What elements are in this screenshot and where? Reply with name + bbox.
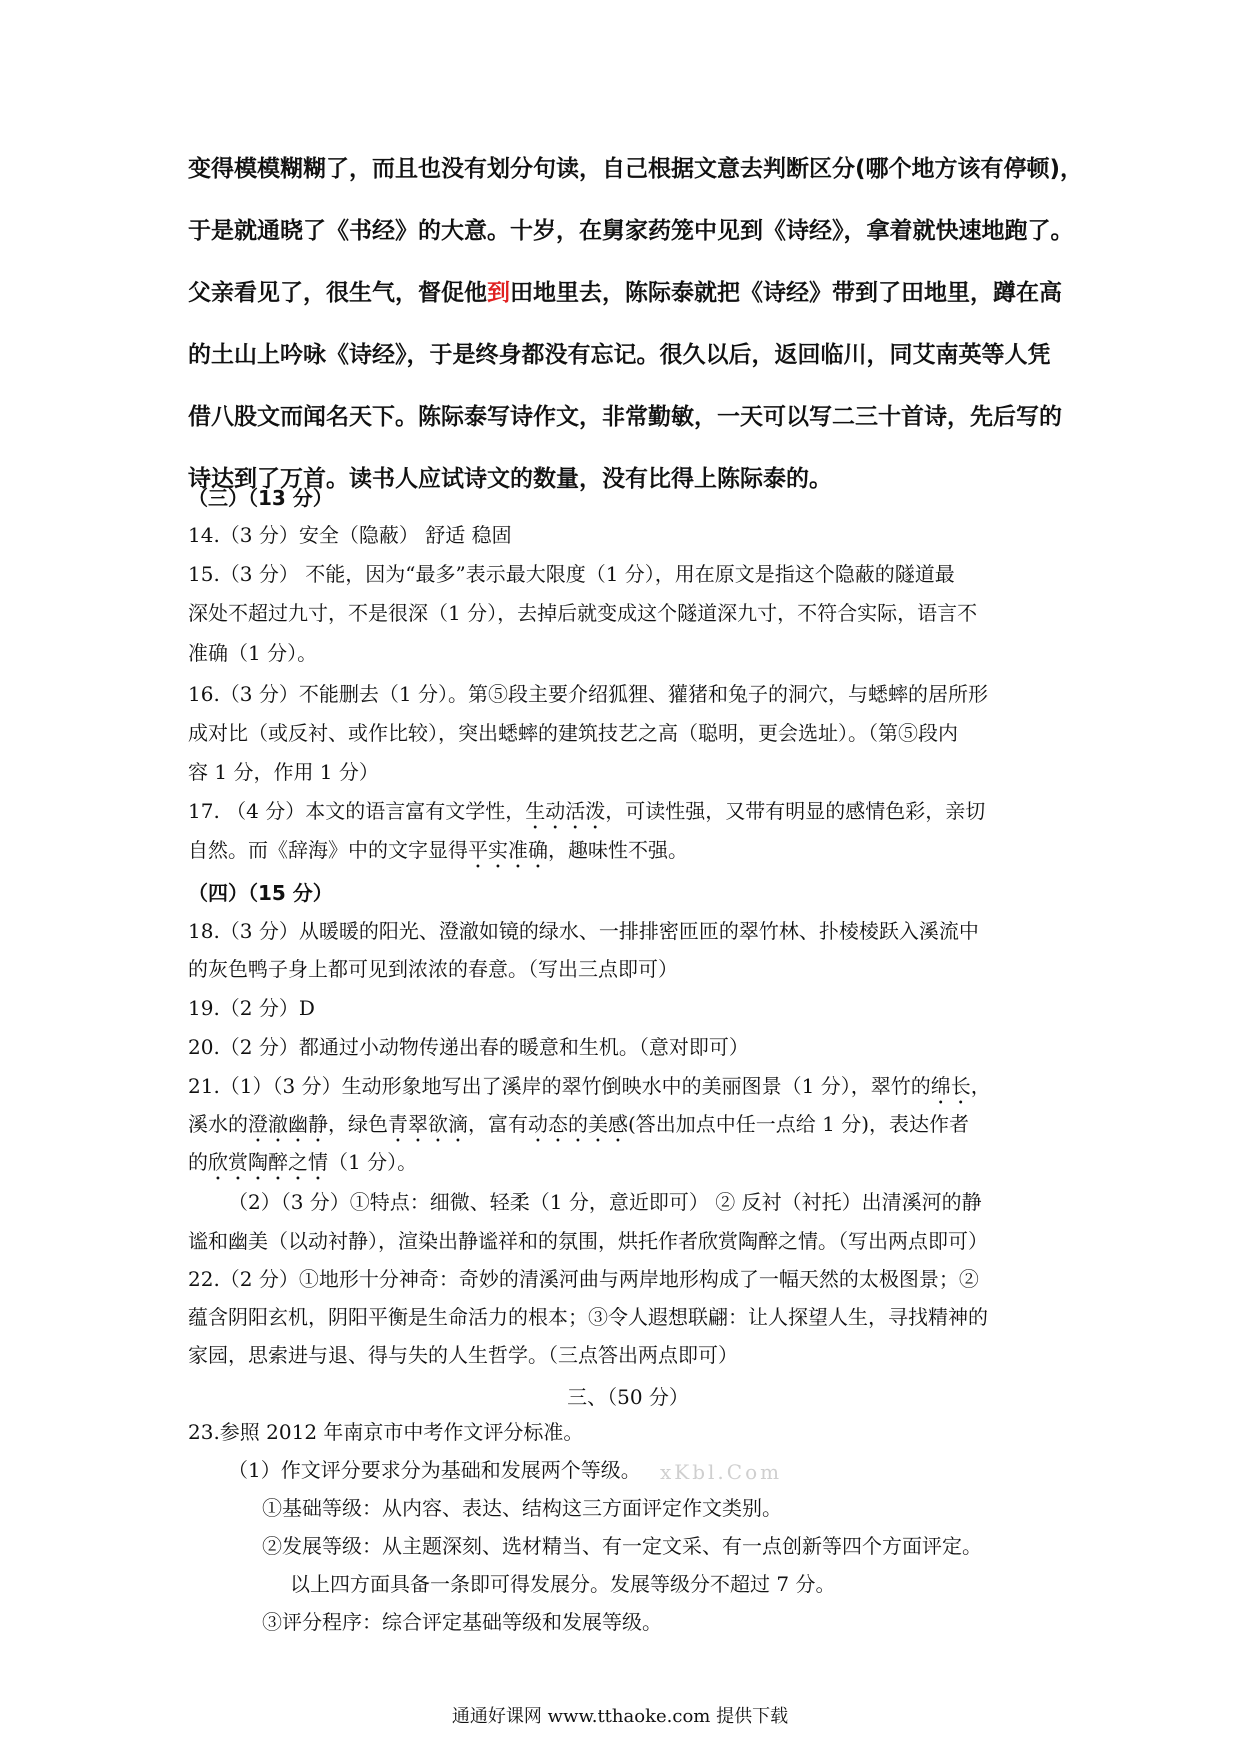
answer-22-line-3: 家园，思索进与退、得与失的人生哲学。（三点答出两点即可） <box>188 1343 738 1367</box>
translation-line-3-part-a: 父亲看见了，很生气，督促他 <box>188 280 487 306</box>
translation-line-1: 变得模模糊糊了，而且也没有划分句读，自己根据文意去判断区分(哪个地方该有停顿)， <box>188 156 1084 182</box>
emphasis-dotted-text: 动态的美感 <box>528 1112 628 1136</box>
answer-21-text-f: (答出加点中任一点给 1 分)，表达作者 <box>628 1112 970 1136</box>
translation-paragraph <box>188 152 1084 524</box>
emphasis-dotted-text: 青翠欲滴 <box>388 1112 468 1136</box>
answer-17-text-a: 17. （4 分）本文的语言富有文学性， <box>188 799 526 823</box>
answer-15-line-3: 准确（1 分）。 <box>188 641 318 665</box>
answer-16-line-3: 容 1 分，作用 1 分） <box>188 760 379 784</box>
answer-21-line-3 <box>188 1149 417 1185</box>
answer-17-line-1 <box>188 798 985 834</box>
translation-line-3 <box>188 276 1068 338</box>
section-3-heading: （三）（13 分） <box>188 486 333 510</box>
translation-line-6: 诗达到了万首。读书人应试诗文的数量，没有比得上陈际泰的。 <box>188 466 832 492</box>
red-highlight-char: 到 <box>487 280 510 306</box>
translation-line-2: 于是就通晓了《书经》的大意。十岁，在舅家药笼中见到《诗经》，拿着就快速地跑了。 <box>188 218 1074 244</box>
answer-21-text-g: 的 <box>188 1150 208 1174</box>
rubric-line-5: ③评分程序：综合评定基础等级和发展等级。 <box>262 1610 662 1634</box>
answer-17-text-b: ，可读性强，又带有明显的感情色彩，亲切 <box>605 799 986 823</box>
watermark-text: xKbl.Com <box>660 1460 783 1484</box>
rubric-line-3: ②发展等级：从主题深刻、选材精当、有一定文采、有一点创新等四个方面评定。 <box>262 1534 982 1558</box>
answer-15-line-1: 15.（3 分） 不能，因为“最多”表示最大限度（1 分），用在原文是指这个隐蔽的隧道最 <box>188 562 955 586</box>
answer-18-line-1: 18.（3 分）从暖暖的阳光、澄澈如镜的绿水、一排排密匝匝的翠竹林、扑棱棱跃入溪流中 <box>188 919 979 943</box>
answer-14: 14.（3 分）安全（隐蔽） 舒适 稳固 <box>188 523 512 547</box>
section-4-heading: （四）（15 分） <box>188 881 333 905</box>
answer-22-line-2: 蕴含阴阳玄机，阴阳平衡是生命活力的根本；③令人遐想联翩：让人探望人生，寻找精神的 <box>188 1305 988 1329</box>
answer-16-line-1: 16.（3 分）不能删去（1 分）。第⑤段主要介绍狐狸、獾猪和兔子的洞穴，与蟋蟀的居所形 <box>188 682 988 706</box>
answer-21-line-1 <box>188 1073 991 1109</box>
answer-22-line-1: 22.（2 分）①地形十分神奇：奇妙的清溪河曲与两岸地形构成了一幅天然的太极图景；② <box>188 1267 979 1291</box>
part-three-heading: 三、（50 分） <box>567 1385 689 1409</box>
rubric-line-2: ①基础等级：从内容、表达、结构这三方面评定作文类别。 <box>262 1496 782 1520</box>
answer-17-text-c: 自然。而《辞海》中的文字显得 <box>188 838 468 862</box>
answer-15-line-2: 深处不超过九寸，不是很深（1 分），去掉后就变成这个隧道深九寸，不符合实际，语言不 <box>188 601 978 625</box>
emphasis-dotted-text: 生动活泼 <box>525 799 606 823</box>
answer-21-text-h: （1 分）。 <box>328 1150 418 1174</box>
rubric-line-4: 以上四方面具备一条即可得发展分。发展等级分不超过 7 分。 <box>290 1572 836 1596</box>
answer-21-text-d: ，绿色 <box>328 1112 388 1136</box>
answer-21-part-2-line-2: 谧和幽美（以动衬静），渲染出静谧祥和的氛围，烘托作者欣赏陶醉之情。（写出两点即可） <box>188 1229 988 1253</box>
answer-18-line-2: 的灰色鸭子身上都可见到浓浓的春意。（写出三点即可） <box>188 957 678 981</box>
answer-16-line-2: 成对比（或反衬、或作比较），突出蟋蟀的建筑技艺之高（聪明，更会选址）。（第⑤段内 <box>188 721 958 745</box>
translation-line-3-part-b: 田地里去，陈际泰就把《诗经》带到了田地里，蹲在高 <box>510 280 1062 306</box>
answer-21-text-b: ， <box>970 1074 991 1098</box>
answer-23: 23.参照 2012 年南京市中考作文评分标准。 <box>188 1420 584 1444</box>
translation-line-5: 借八股文而闻名天下。陈际泰写诗作文，非常勤敏，一天可以写二三十首诗，先后写的 <box>188 404 1062 430</box>
answer-21-line-2 <box>188 1111 969 1147</box>
answer-21-part-2-line-1: （2）（3 分）①特点：细微、轻柔（1 分，意近即可） ② 反衬（衬托）出清溪河的静 <box>228 1190 982 1214</box>
answer-21-text-e: ，富有 <box>468 1112 528 1136</box>
rubric-line-1: （1）作文评分要求分为基础和发展两个等级。 <box>228 1458 641 1482</box>
emphasis-dotted-text: 澄澈幽静 <box>248 1112 328 1136</box>
answer-17-text-d: ，趣味性不强。 <box>548 838 688 862</box>
emphasis-dotted-text: 绵长 <box>930 1074 971 1098</box>
translation-line-4: 的土山上吟咏《诗经》，于是终身都没有忘记。很久以后，返回临川，同艾南英等人凭 <box>188 342 1051 368</box>
page-footer: 通通好课网 www.tthaoke.com 提供下载 <box>451 1706 789 1727</box>
answer-19: 19.（2 分）D <box>188 996 315 1020</box>
answer-21-text-a: 21.（1）（3 分）生动形象地写出了溪岸的翠竹倒映水中的美丽图景（1 分），翠竹的 <box>188 1074 931 1098</box>
emphasis-dotted-text: 欣赏陶醉之情 <box>208 1150 328 1174</box>
answer-21-text-c: 溪水的 <box>188 1112 248 1136</box>
answer-20: 20.（2 分）都通过小动物传递出春的暖意和生机。（意对即可） <box>188 1035 749 1059</box>
emphasis-dotted-text: 平实准确 <box>468 838 548 862</box>
answer-17-line-2 <box>188 837 688 873</box>
